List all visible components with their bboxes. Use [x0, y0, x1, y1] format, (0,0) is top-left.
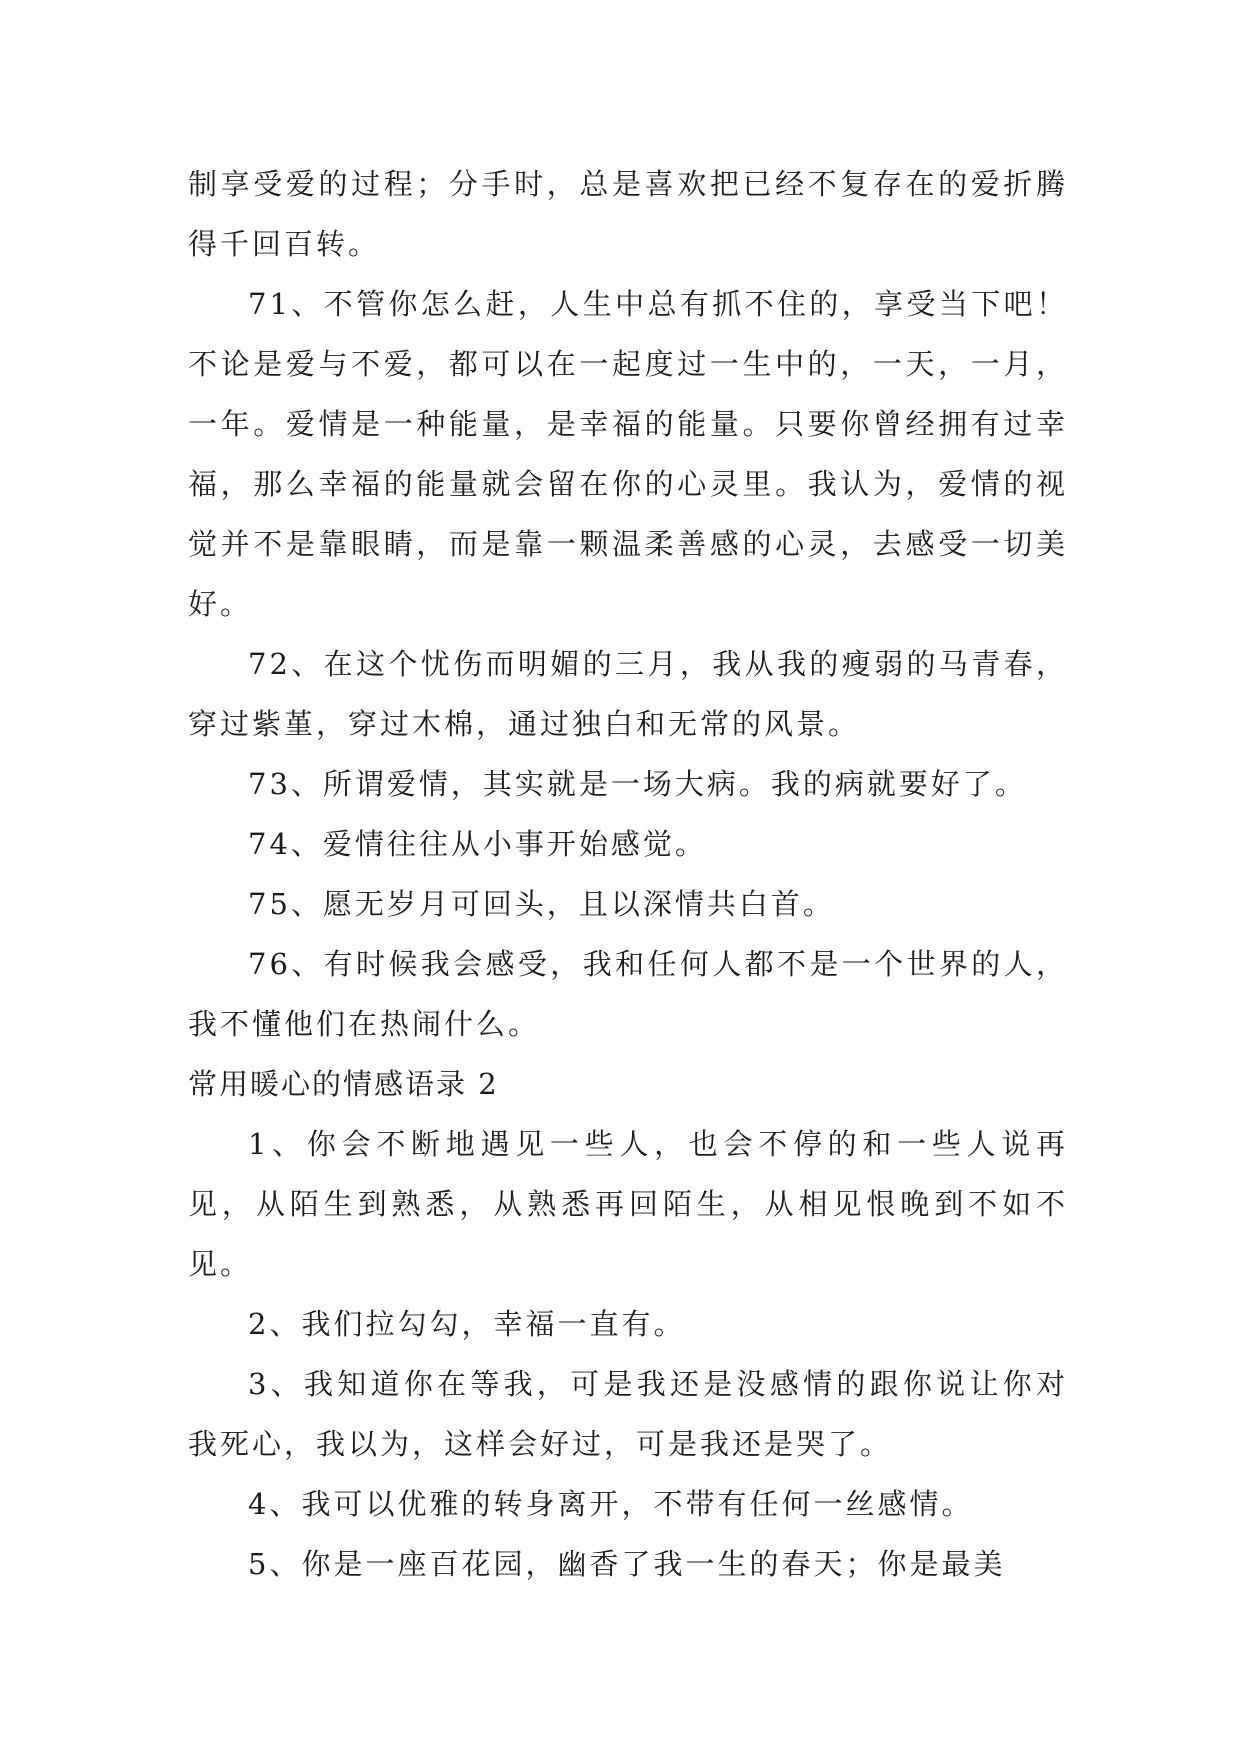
- paragraph-item-74: 74、爱情往往从小事开始感觉。: [248, 827, 707, 861]
- paragraph-item-73: 73、所谓爱情，其实就是一场大病。我的病就要好了。: [248, 767, 1027, 801]
- paragraph-item-75: 75、愿无岁月可回头，且以深情共白首。: [248, 887, 835, 921]
- paragraph-item-1: 1、你会不断地遇见一些人，也会不停的和一些人说再见，从陌生到熟悉，从熟悉再回陌生，从相见恨晚到不如不见。: [188, 1127, 1068, 1281]
- document-body: [188, 154, 1068, 1594]
- paragraph-item-72: 72、在这个忧伤而明媚的三月，我从我的瘦弱的马青春，穿过紫堇，穿过木棉，通过独白和无常的风景。: [188, 647, 1068, 741]
- paragraph-item-71: 71、不管你怎么赶，人生中总有抓不住的，享受当下吧！不论是爱与不爱，都可以在一起度过一生中的，一天，一月，一年。爱情是一种能量，是幸福的能量。只要你曾经拥有过幸福，那么幸福的能量就会留在你的心灵里。我认为，爱情的视觉并不是靠眼睛，而是靠一颗温柔善感的心灵，去感受一切美好。: [188, 287, 1068, 621]
- paragraph-item-4: 4、我可以优雅的转身离开，不带有任何一丝感情。: [248, 1487, 974, 1521]
- paragraph-item-5: 5、你是一座百花园，幽香了我一生的春天；你是最美: [248, 1547, 1006, 1581]
- paragraph-continuation: 制享受爱的过程；分手时，总是喜欢把已经不复存在的爱折腾得千回百转。: [188, 167, 1068, 261]
- paragraph-item-76: 76、有时候我会感受，我和任何人都不是一个世界的人，我不懂他们在热闹什么。: [188, 947, 1068, 1041]
- paragraph-item-2: 2、我们拉勾勾，幸福一直有。: [248, 1307, 686, 1341]
- paragraph-item-3: 3、我知道你在等我，可是我还是没感情的跟你说让你对我死心，我以为，这样会好过，可是我还是哭了。: [188, 1367, 1068, 1461]
- section-heading: 常用暖心的情感语录 2: [188, 1067, 499, 1101]
